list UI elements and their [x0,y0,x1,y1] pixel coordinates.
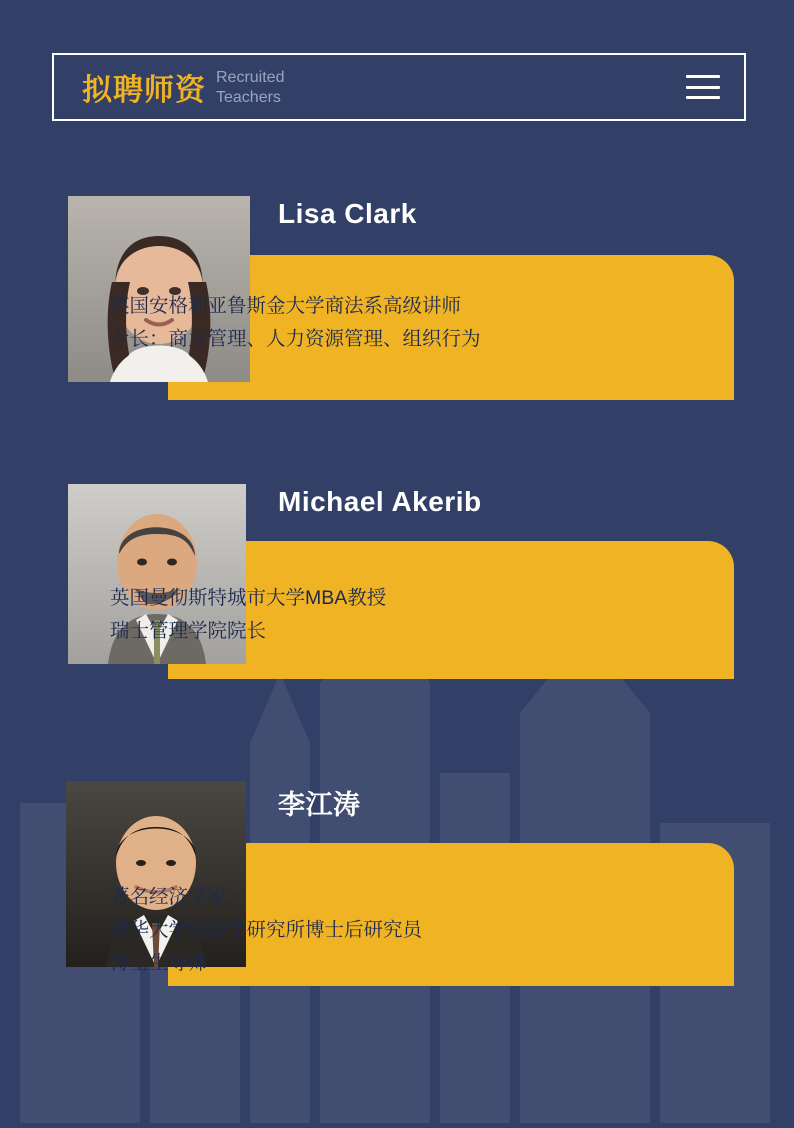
page-subtitle-line1: Recruited [216,69,285,86]
detail-line: 博士生导师 [110,952,208,974]
page-subtitle [216,68,284,108]
menu-bar-3 [686,96,720,99]
person-details [110,881,422,980]
menu-bar-1 [686,75,720,78]
detail-line: 清华大学经济学研究所博士后研究员 [110,919,423,941]
person-details [110,290,481,356]
detail-line: 瑞士管理学院院长 [110,620,267,642]
hamburger-menu-icon[interactable] [686,75,720,99]
person-name: Michael Akerib [278,486,482,517]
header-banner [52,53,746,121]
page-title: 拟聘师资 [82,74,206,107]
detail-line: 专长：商业管理、人力资源管理、组织行为 [110,328,481,350]
person-name: Lisa Clark [278,198,417,229]
person-name: 李江涛 [278,790,361,820]
person-details [110,582,386,648]
detail-line: 英国安格利亚鲁斯金大学商法系高级讲师 [110,295,462,317]
detail-line: 英国曼彻斯特城市大学MBA教授 [110,587,387,609]
page-subtitle-line2: Teachers [216,89,281,106]
detail-line: 著名经济学家 [110,886,228,908]
menu-bar-2 [686,86,720,89]
